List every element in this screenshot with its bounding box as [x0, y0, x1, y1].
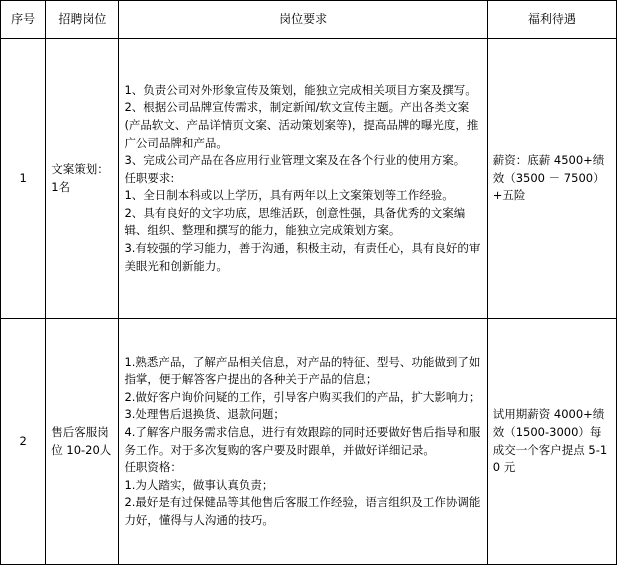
- table-header-row: [1, 1, 617, 39]
- header-no: 序号: [1, 1, 46, 39]
- requirement-line: 2.最好是有过保健品等其他售后客服工作经验，语言组织及工作协调能力好，懂得与人沟通的技巧。: [124, 495, 481, 527]
- requirement-line: 1、全日制本科或以上学历，具有两年以上文案策划等工作经验。: [124, 188, 454, 203]
- requirement-line: 3.处理售后退换货、退款问题；: [124, 407, 285, 422]
- requirement-line: 3、完成公司产品在各应用行业管理文案及在各个行业的使用方案。: [124, 153, 466, 168]
- header-requirements: 岗位要求: [119, 1, 487, 39]
- requirement-line: 任职资格：: [124, 460, 182, 475]
- requirement-line: 2.做好客户询价问疑的工作，引导客户购买我们的产品，扩大影响力；: [124, 389, 481, 404]
- requirement-line: 3.有较强的学习能力，善于沟通，积极主动，有责任心，具有良好的审美眼光和创新能力。: [124, 241, 481, 273]
- row-number: 2: [1, 319, 46, 565]
- requirement-line: 2、具有良好的文字功底，思维活跃，创意性强，具备优秀的文案编辑、组织、整理和撰写的能力，能独立完成策划方案。: [124, 205, 466, 238]
- benefits: 薪资：底薪 4500+绩效（3500 － 7500）+五险: [487, 39, 616, 319]
- header-position: 招聘岗位: [46, 1, 119, 39]
- position-name: 售后客服岗位 10-20人: [46, 319, 119, 565]
- position-requirements: [119, 39, 487, 319]
- table-row: [1, 39, 617, 319]
- requirement-line: 任职要求:: [124, 170, 175, 185]
- position-requirements: [119, 319, 487, 565]
- row-number: 1: [1, 39, 46, 319]
- requirement-line: 4.了解客户服务需求信息，进行有效跟踪的同时还要做好售后指导和服务工作。对于多次复购的客户要及时跟单，并做好详细记录。: [124, 424, 481, 457]
- requirement-line: 2、根据公司品牌宣传需求，制定新闻/软文宣传主题。产出各类文案(产品软文、产品详情页文案、活动策划案等)，提高品牌的曝光度，推广公司品牌和产品。: [124, 100, 479, 150]
- header-benefits: 福利待遇: [487, 1, 616, 39]
- position-name: 文案策划：1名: [46, 39, 119, 319]
- requirement-line: 1.为人踏实，做事认真负责；: [124, 477, 274, 492]
- requirement-line: 1.熟悉产品，了解产品相关信息，对产品的特征、型号、功能做到了如指掌，便于解答客户提出的各种关于产品的信息；: [124, 354, 481, 387]
- table-row: [1, 319, 617, 565]
- benefits: 试用期薪资 4000+绩效（1500-3000）每成交一个客户提点 5-10 元: [487, 319, 616, 565]
- requirement-line: 1、负责公司对外形象宣传及策划，能独立完成相关项目方案及撰写。: [124, 82, 477, 97]
